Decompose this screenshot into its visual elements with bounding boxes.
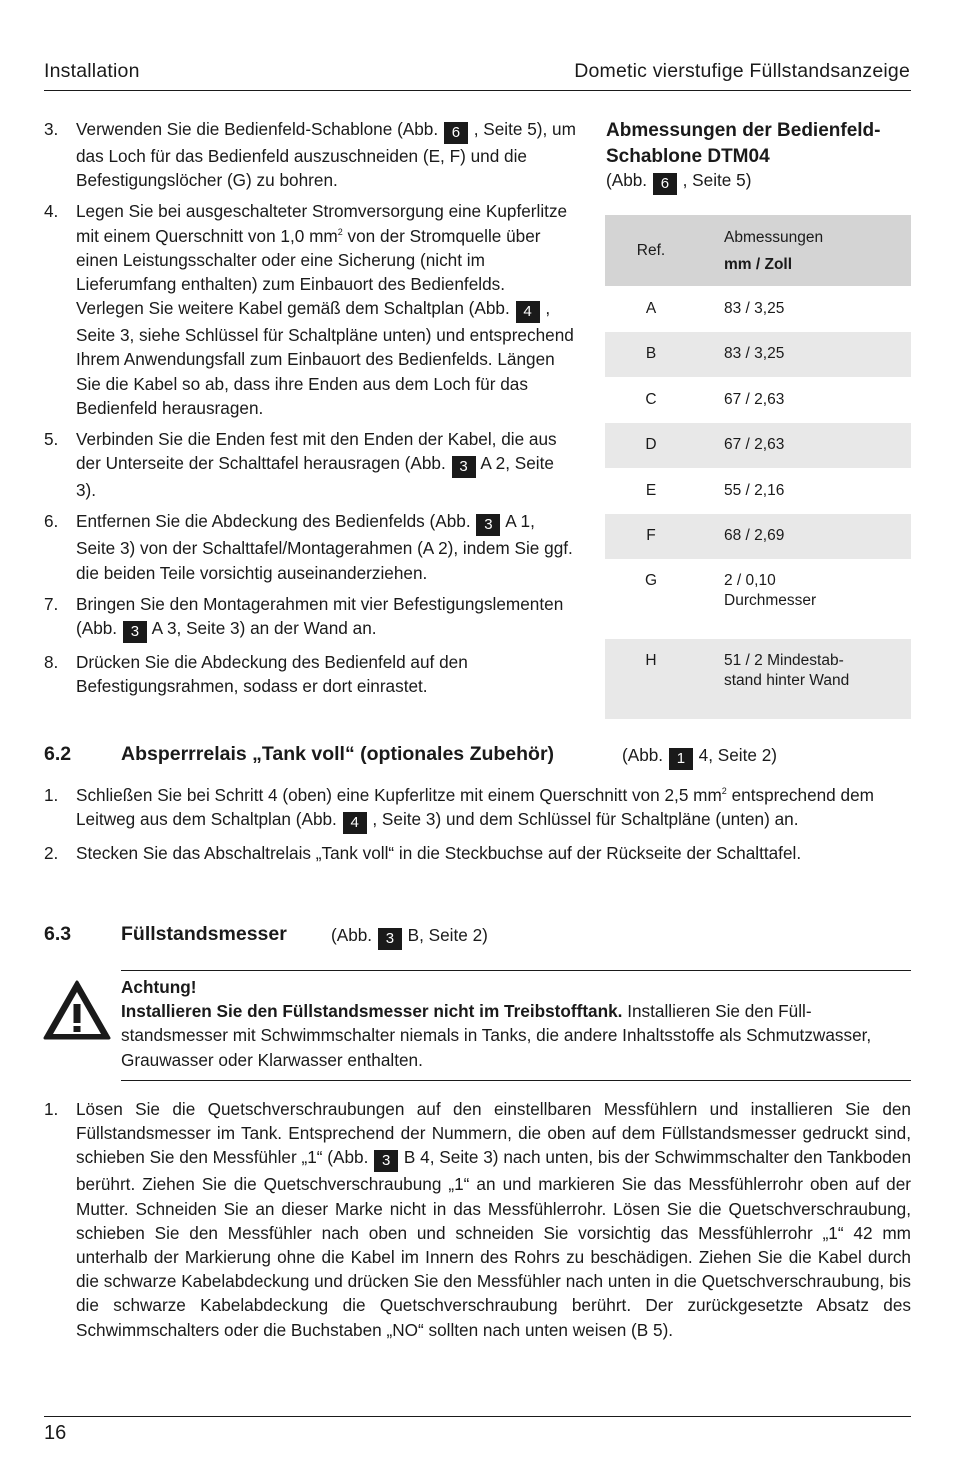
- warning-title: Achtung!: [121, 977, 197, 997]
- warning-box: [121, 970, 911, 1081]
- list-item: 3. Verwenden Sie die Bedienfeld-Schablone (Abb. 6 , Seite 5), um das Loch für das Bedienfeld auszuschneiden (E, F) und die Befestigungslöcher (G) zu bohren.: [44, 119, 576, 191]
- steps-list-installation: [44, 117, 577, 705]
- page-number: 16: [44, 1422, 67, 1444]
- table-row: G 2 / 0,10 Durchmesser: [644, 572, 817, 609]
- figure-badge: 6: [653, 173, 677, 195]
- list-item: 8. Drücken Sie die Abdeckung des Bedienfeld auf den Befestigungsrahmen, sodass er dort einrastet.: [44, 652, 468, 697]
- figure-badge: 3: [452, 456, 476, 478]
- table-header-row: [605, 215, 911, 286]
- list-item: 5. Verbinden Sie die Enden fest mit den Enden der Kabel, die aus der Unterseite der Schalttafel herausragen (Abb. 3 A 2, Seite 3).: [44, 429, 557, 501]
- list-item: 1. Schließen Sie bei Schritt 4 (oben) eine Kupferlitze mit einem Querschnitt von 2,5 $mm^2$ entsprechend dem Leitweg aus dem Schaltplan (Abb. 4 , Seite 3) und dem Schlüssel für Schaltpläne (unten) an.: [44, 783, 911, 834]
- list-item: 1. Lösen Sie die Quetschverschraubungen auf den einstellbaren Messfühlern und installieren Sie den Füllstandsmesser im Tank. Entsprechend der Nummern, die oben auf dem Füllstandsmesser gedruckt sind, schieben Sie den Messfühler „1“ (Abb. 3 B 4, Seite 3) nach unten, bis der Schwimmschalter den Tankboden berührt. Ziehen Sie die Quetschverschraubung „1“ an und markieren Sie das Messfühlerrohr oben auf der Mutter. Schneiden Sie an dieser Marke nicht in das Messfühlerrohr. Lösen Sie die Quetschverschraubung, schieben Sie den Messfühler nach oben und schneiden Sie vorsichtig das Messfühlerrohr „1“ 42 mm unterhalb der Markierung ohne die Kabel im Innern des Rohrs zu beschädigen. Ziehen Sie die Kabel durch die schwarze Kabelabdeckung und drücken Sie den Messfühler nach unten in die Quetschverschraubung, bis die schwarze Kabelabdeckung die Quetschverschraubung berührt. Der zurückgesetzte Absatz des Schwimmschalters oder die Buchstaben „NO“ sollten nach unten weisen (B 5).: [44, 1099, 911, 1340]
- section-number: 6.2: [44, 743, 72, 765]
- list-item: 6. Entfernen Sie die Abdeckung des Bedienfelds (Abb. 3 A 1, Seite 3) von der Schalttafel/Montagerahmen (A 2), indem Sie ggf. die beiden Teile vorsichtig auseinanderziehen.: [44, 511, 573, 583]
- steps-list-relay: [44, 783, 911, 872]
- table-row: F 68 / 2,69: [605, 514, 911, 560]
- dimensions-table: [605, 215, 911, 719]
- figure-badge: 4: [343, 812, 367, 834]
- table-title: Abmessungen der Bedienfeld-Schablone DTM04: [606, 120, 881, 167]
- footer-rule: [44, 1416, 911, 1417]
- figure-badge: 1: [669, 748, 693, 770]
- table-subtitle: (Abb. 6 , Seite 5): [606, 170, 751, 195]
- steps-list-level-sensor: [44, 1097, 911, 1349]
- table-row: A 83 / 3,25: [645, 299, 785, 317]
- section-figure-ref: (Abb. 3 B, Seite 2): [331, 925, 488, 950]
- list-item: 7. Bringen Sie den Montagerahmen mit vier Befestigungslementen (Abb. 3 A 3, Seite 3) an der Wand an.: [44, 592, 577, 643]
- figure-badge: 6: [444, 122, 468, 144]
- section-title: Füllstandsmesser: [121, 923, 287, 945]
- section-number: 6.3: [44, 923, 72, 945]
- header-section-title: Installation: [44, 60, 140, 82]
- header-document-title: Dometic vierstufige Füllstandsanzeige: [574, 60, 910, 82]
- column-header-ref: Ref.: [605, 215, 697, 286]
- figure-badge: 3: [476, 514, 500, 536]
- table-row: B 83 / 3,25: [605, 332, 911, 378]
- figure-badge: 3: [374, 1150, 398, 1172]
- figure-badge: 3: [123, 621, 147, 643]
- warning-icon: [43, 980, 111, 1042]
- header-rule: [44, 90, 911, 91]
- table-row: D 67 / 2,63: [605, 423, 911, 469]
- table-row: C 67 / 2,63: [645, 390, 785, 408]
- figure-badge: 4: [516, 301, 540, 323]
- column-header-dimensions: Abmessungen mm / Zoll: [697, 215, 911, 286]
- table-row: E 55 / 2,16: [645, 481, 785, 499]
- list-item: 2. Stecken Sie das Abschaltrelais „Tank voll“ in die Steckbuchse auf der Rückseite der Schalttafel.: [44, 843, 802, 864]
- list-item: 4. Legen Sie bei ausgeschalteter Stromversorgung eine Kupferlitze mit einem Querschnitt von 1,0 $mm^2$ von der Stromquelle über einen Leistungsschalter oder eine Sicherung (nicht im Lieferumfang enthalten) zum Einbauort des Bedienfelds. Verlegen Sie weitere Kabel gemäß dem Schaltplan (Abb. 4 , Seite 3, siehe Schlüssel für Schaltpläne unten) und entsprechend Ihrem Anwendungsfall zum Einbauort des Bedienfelds. Längen Sie die Kabel so ab, dass ihre Enden aus dem Loch für das Bedienfeld herausragen.: [44, 201, 574, 418]
- warning-text: Installieren Sie den Füllstandsmesser nicht im Treibstofftank. Installieren Sie den Füllstandsmesser mit Schwimmschalter niemals in Tanks, die andere Inhaltsstoffe als Schmutzwasser, Grauwasser oder Klarwasser enthalten.: [121, 1001, 872, 1070]
- figure-badge: 3: [378, 928, 402, 950]
- section-figure-ref: (Abb. 1 4, Seite 2): [622, 745, 777, 770]
- section-title: Absperrrelais „Tank voll“ (optionales Zubehör): [121, 743, 555, 765]
- table-row: H 51 / 2 Mindestab- stand hinter Wand: [605, 639, 911, 719]
